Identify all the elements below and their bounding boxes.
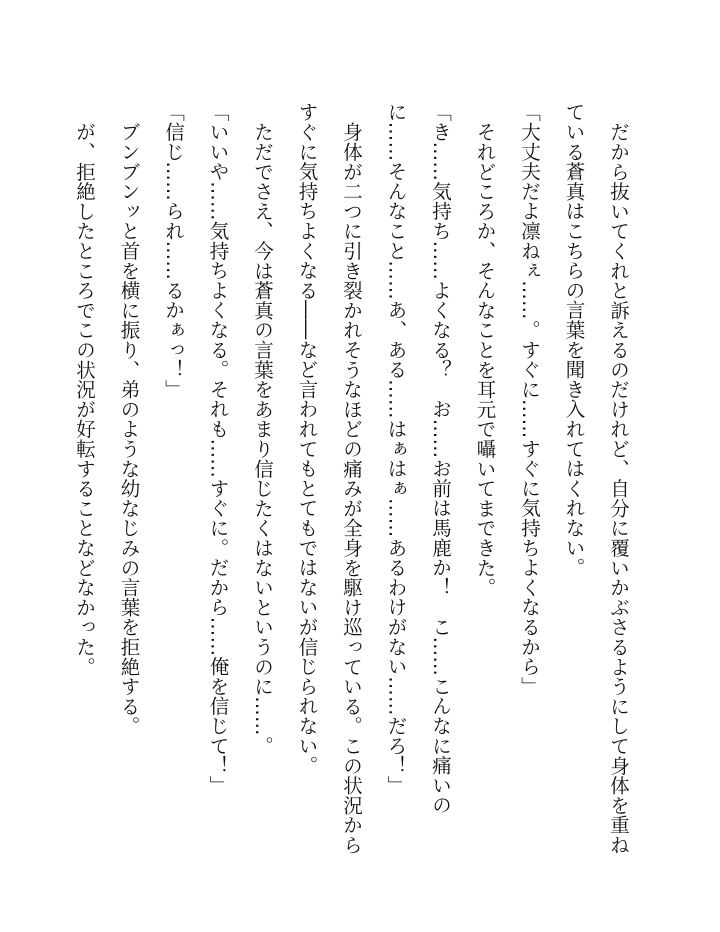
paragraph-2: 「大丈夫だよ凛ねぇ……。すぐに……すぐに気持ちよくなるから」	[518, 102, 541, 696]
paragraph-10: が、拒絶したところでこの状況が好転することなどなかった。	[73, 121, 96, 676]
paragraph-7: 「いいや……気持ちよくなる。それも……すぐに。だから……俺を信じて！」	[206, 102, 230, 795]
vertical-text-body	[62, 102, 641, 862]
paragraph-3: それどころか、そんなことを耳元で囁いてまできた。	[473, 121, 497, 597]
paragraph-9: ブンブンッと首を横に振り、弟のような幼なじみの言葉を拒絶する。	[117, 121, 141, 736]
paragraph-1: だから抜いてくれと訴えるのだけれど、自分に覆いかぶさるようにして身体を重ねている蒼真はこちらの言葉を聞き入れてはくれない。	[562, 102, 630, 855]
paragraph-8: 「信じ……られ……るかぁっ！」	[162, 102, 185, 399]
paragraph-4: 「き……気持ち……よくなる？ お……お前は馬鹿か！ こ……こんなに痛いのに……そんなこと……あ、ある……はぁはぁ……あるわけがない……だろ！」	[384, 102, 452, 815]
paragraph-6: ただでさえ、今は蒼真の言葉をあまり信じたくはないというのに……。	[251, 121, 274, 756]
paragraph-5: 身体が二つに引き裂かれそうなほどの痛みが全身を駆け巡っている。この状況からすぐに気持ちよくなる――など言われてもとてもではないが信じられない。	[295, 102, 363, 855]
